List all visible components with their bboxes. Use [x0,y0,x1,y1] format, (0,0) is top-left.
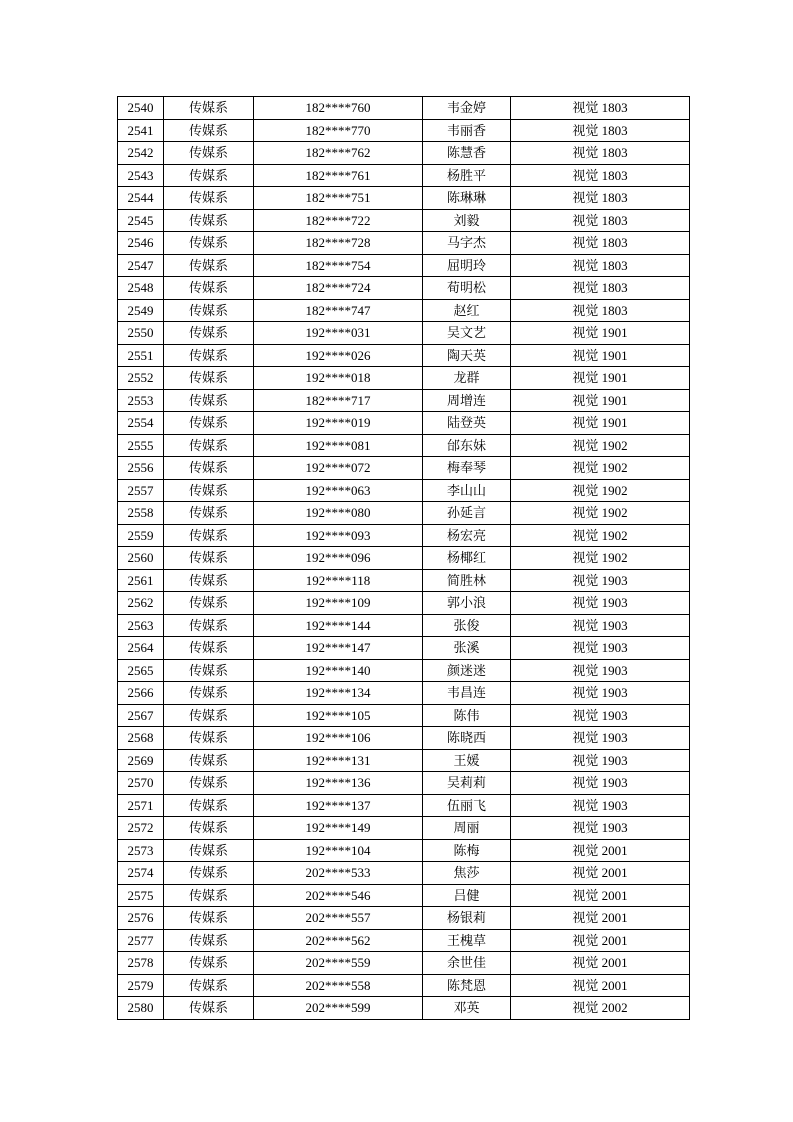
student-name-cell: 伍丽飞 [423,794,511,817]
student-id-cell: 192****026 [254,344,423,367]
student-id-cell: 182****760 [254,97,423,120]
serial-number-cell: 2575 [118,884,164,907]
class-name-cell: 视觉 1902 [511,434,690,457]
student-name-cell: 陈梵恩 [423,974,511,997]
department-cell: 传媒系 [164,727,254,750]
serial-number-cell: 2552 [118,367,164,390]
serial-number-cell: 2541 [118,119,164,142]
serial-number-cell: 2546 [118,232,164,255]
student-name-cell: 陈晓西 [423,727,511,750]
class-name-cell: 视觉 1901 [511,367,690,390]
student-id-cell: 192****118 [254,569,423,592]
student-id-cell: 192****018 [254,367,423,390]
class-name-cell: 视觉 1902 [511,502,690,525]
table-row [118,187,690,210]
student-id-cell: 192****149 [254,817,423,840]
class-name-cell: 视觉 1901 [511,389,690,412]
student-id-cell: 202****546 [254,884,423,907]
serial-number-cell: 2544 [118,187,164,210]
department-cell: 传媒系 [164,97,254,120]
serial-number-cell: 2576 [118,907,164,930]
class-name-cell: 视觉 1902 [511,479,690,502]
student-name-cell: 陈慧香 [423,142,511,165]
student-id-cell: 202****559 [254,952,423,975]
student-table-container [117,96,689,1020]
department-cell: 传媒系 [164,142,254,165]
class-name-cell: 视觉 1803 [511,142,690,165]
student-id-cell: 192****106 [254,727,423,750]
class-name-cell: 视觉 1902 [511,524,690,547]
student-id-cell: 202****557 [254,907,423,930]
student-id-cell: 182****722 [254,209,423,232]
student-name-cell: 简胜林 [423,569,511,592]
student-id-cell: 192****072 [254,457,423,480]
class-name-cell: 视觉 2001 [511,952,690,975]
student-name-cell: 龙群 [423,367,511,390]
class-name-cell: 视觉 1803 [511,187,690,210]
student-name-cell: 屈明玲 [423,254,511,277]
department-cell: 传媒系 [164,479,254,502]
department-cell: 传媒系 [164,322,254,345]
table-row [118,704,690,727]
table-row [118,637,690,660]
student-name-cell: 颜迷迷 [423,659,511,682]
student-id-cell: 182****754 [254,254,423,277]
student-id-cell: 192****105 [254,704,423,727]
serial-number-cell: 2569 [118,749,164,772]
table-row [118,749,690,772]
student-name-cell: 杨宏亮 [423,524,511,547]
serial-number-cell: 2560 [118,547,164,570]
student-name-cell: 刘毅 [423,209,511,232]
table-row [118,682,690,705]
table-row [118,389,690,412]
class-name-cell: 视觉 1803 [511,277,690,300]
class-name-cell: 视觉 1903 [511,569,690,592]
table-row [118,614,690,637]
department-cell: 传媒系 [164,367,254,390]
table-row [118,884,690,907]
serial-number-cell: 2572 [118,817,164,840]
table-row [118,592,690,615]
class-name-cell: 视觉 1902 [511,457,690,480]
department-cell: 传媒系 [164,974,254,997]
serial-number-cell: 2571 [118,794,164,817]
department-cell: 传媒系 [164,592,254,615]
department-cell: 传媒系 [164,614,254,637]
serial-number-cell: 2547 [118,254,164,277]
serial-number-cell: 2580 [118,997,164,1020]
class-name-cell: 视觉 2002 [511,997,690,1020]
student-id-cell: 192****104 [254,839,423,862]
student-name-cell: 陈梅 [423,839,511,862]
table-row [118,412,690,435]
student-id-cell: 192****109 [254,592,423,615]
table-row [118,479,690,502]
serial-number-cell: 2577 [118,929,164,952]
class-name-cell: 视觉 1903 [511,817,690,840]
department-cell: 传媒系 [164,637,254,660]
student-id-cell: 182****770 [254,119,423,142]
table-row [118,997,690,1020]
serial-number-cell: 2563 [118,614,164,637]
student-id-cell: 192****080 [254,502,423,525]
serial-number-cell: 2545 [118,209,164,232]
department-cell: 传媒系 [164,569,254,592]
department-cell: 传媒系 [164,299,254,322]
student-id-cell: 192****144 [254,614,423,637]
table-row [118,277,690,300]
table-row [118,817,690,840]
serial-number-cell: 2554 [118,412,164,435]
student-id-cell: 192****131 [254,749,423,772]
department-cell: 传媒系 [164,929,254,952]
student-name-cell: 马字杰 [423,232,511,255]
table-row [118,119,690,142]
serial-number-cell: 2573 [118,839,164,862]
student-id-cell: 202****533 [254,862,423,885]
serial-number-cell: 2542 [118,142,164,165]
serial-number-cell: 2556 [118,457,164,480]
department-cell: 传媒系 [164,547,254,570]
student-name-cell: 张俊 [423,614,511,637]
table-row [118,952,690,975]
table-row [118,929,690,952]
table-row [118,232,690,255]
department-cell: 传媒系 [164,839,254,862]
student-id-cell: 202****558 [254,974,423,997]
department-cell: 传媒系 [164,164,254,187]
class-name-cell: 视觉 1803 [511,254,690,277]
student-id-cell: 182****761 [254,164,423,187]
class-name-cell: 视觉 1903 [511,682,690,705]
class-name-cell: 视觉 2001 [511,974,690,997]
class-name-cell: 视觉 1903 [511,794,690,817]
table-row [118,727,690,750]
class-name-cell: 视觉 1803 [511,97,690,120]
serial-number-cell: 2565 [118,659,164,682]
serial-number-cell: 2567 [118,704,164,727]
department-cell: 传媒系 [164,457,254,480]
table-row [118,659,690,682]
student-name-cell: 邰东妹 [423,434,511,457]
student-name-cell: 张溪 [423,637,511,660]
student-name-cell: 吕健 [423,884,511,907]
student-name-cell: 余世佳 [423,952,511,975]
department-cell: 传媒系 [164,862,254,885]
serial-number-cell: 2543 [118,164,164,187]
table-row [118,772,690,795]
department-cell: 传媒系 [164,232,254,255]
table-row [118,862,690,885]
class-name-cell: 视觉 1803 [511,299,690,322]
class-name-cell: 视觉 2001 [511,839,690,862]
department-cell: 传媒系 [164,344,254,367]
student-id-cell: 192****031 [254,322,423,345]
student-name-cell: 吴莉莉 [423,772,511,795]
class-name-cell: 视觉 1903 [511,749,690,772]
student-id-cell: 192****063 [254,479,423,502]
student-id-cell: 182****751 [254,187,423,210]
student-id-cell: 182****762 [254,142,423,165]
student-name-cell: 王槐草 [423,929,511,952]
department-cell: 传媒系 [164,209,254,232]
class-name-cell: 视觉 1901 [511,412,690,435]
department-cell: 传媒系 [164,952,254,975]
class-name-cell: 视觉 1903 [511,637,690,660]
department-cell: 传媒系 [164,389,254,412]
table-row [118,794,690,817]
serial-number-cell: 2561 [118,569,164,592]
serial-number-cell: 2579 [118,974,164,997]
student-id-cell: 192****136 [254,772,423,795]
department-cell: 传媒系 [164,502,254,525]
student-name-cell: 吴文艺 [423,322,511,345]
class-name-cell: 视觉 1901 [511,322,690,345]
class-name-cell: 视觉 1903 [511,614,690,637]
serial-number-cell: 2549 [118,299,164,322]
student-name-cell: 孙延言 [423,502,511,525]
student-name-cell: 焦莎 [423,862,511,885]
student-id-cell: 192****096 [254,547,423,570]
student-id-cell: 202****599 [254,997,423,1020]
student-id-cell: 192****137 [254,794,423,817]
serial-number-cell: 2562 [118,592,164,615]
table-row [118,254,690,277]
student-id-cell: 192****134 [254,682,423,705]
class-name-cell: 视觉 1903 [511,659,690,682]
table-row [118,299,690,322]
table-row [118,164,690,187]
table-row [118,344,690,367]
student-name-cell: 李山山 [423,479,511,502]
table-row [118,457,690,480]
class-name-cell: 视觉 1903 [511,592,690,615]
serial-number-cell: 2568 [118,727,164,750]
student-name-cell: 韦丽香 [423,119,511,142]
department-cell: 传媒系 [164,524,254,547]
table-row [118,907,690,930]
serial-number-cell: 2551 [118,344,164,367]
department-cell: 传媒系 [164,907,254,930]
department-cell: 传媒系 [164,884,254,907]
department-cell: 传媒系 [164,997,254,1020]
student-name-cell: 杨胜平 [423,164,511,187]
student-id-cell: 182****724 [254,277,423,300]
serial-number-cell: 2553 [118,389,164,412]
student-name-cell: 周丽 [423,817,511,840]
student-name-cell: 韦昌连 [423,682,511,705]
table-row [118,974,690,997]
serial-number-cell: 2566 [118,682,164,705]
student-id-cell: 202****562 [254,929,423,952]
serial-number-cell: 2540 [118,97,164,120]
table-row [118,502,690,525]
student-name-cell: 郭小浪 [423,592,511,615]
class-name-cell: 视觉 1803 [511,232,690,255]
department-cell: 传媒系 [164,254,254,277]
table-row [118,569,690,592]
serial-number-cell: 2578 [118,952,164,975]
class-name-cell: 视觉 2001 [511,907,690,930]
class-name-cell: 视觉 1803 [511,209,690,232]
student-id-cell: 192****093 [254,524,423,547]
student-id-cell: 192****019 [254,412,423,435]
department-cell: 传媒系 [164,817,254,840]
department-cell: 传媒系 [164,772,254,795]
student-name-cell: 韦金婷 [423,97,511,120]
department-cell: 传媒系 [164,412,254,435]
department-cell: 传媒系 [164,187,254,210]
student-id-cell: 192****081 [254,434,423,457]
class-name-cell: 视觉 1903 [511,704,690,727]
serial-number-cell: 2574 [118,862,164,885]
student-name-cell: 王媛 [423,749,511,772]
student-name-cell: 陆登英 [423,412,511,435]
student-name-cell: 周增连 [423,389,511,412]
serial-number-cell: 2555 [118,434,164,457]
department-cell: 传媒系 [164,749,254,772]
student-name-cell: 杨椰红 [423,547,511,570]
class-name-cell: 视觉 1803 [511,164,690,187]
student-name-cell: 邓英 [423,997,511,1020]
table-row [118,209,690,232]
student-name-cell: 荀明松 [423,277,511,300]
serial-number-cell: 2558 [118,502,164,525]
serial-number-cell: 2548 [118,277,164,300]
student-name-cell: 杨银莉 [423,907,511,930]
student-name-cell: 梅奉琴 [423,457,511,480]
class-name-cell: 视觉 1903 [511,727,690,750]
class-name-cell: 视觉 1902 [511,547,690,570]
serial-number-cell: 2557 [118,479,164,502]
student-table-body [118,97,690,1020]
class-name-cell: 视觉 1803 [511,119,690,142]
serial-number-cell: 2564 [118,637,164,660]
student-id-cell: 182****717 [254,389,423,412]
table-row [118,142,690,165]
table-row [118,367,690,390]
serial-number-cell: 2559 [118,524,164,547]
student-table [117,96,690,1020]
department-cell: 传媒系 [164,659,254,682]
student-name-cell: 陈琳琳 [423,187,511,210]
table-row [118,524,690,547]
student-name-cell: 陈伟 [423,704,511,727]
student-name-cell: 赵红 [423,299,511,322]
class-name-cell: 视觉 2001 [511,862,690,885]
serial-number-cell: 2550 [118,322,164,345]
class-name-cell: 视觉 1901 [511,344,690,367]
table-row [118,97,690,120]
table-row [118,839,690,862]
table-row [118,434,690,457]
department-cell: 传媒系 [164,682,254,705]
department-cell: 传媒系 [164,704,254,727]
student-name-cell: 陶天英 [423,344,511,367]
class-name-cell: 视觉 2001 [511,929,690,952]
department-cell: 传媒系 [164,277,254,300]
student-id-cell: 182****747 [254,299,423,322]
department-cell: 传媒系 [164,434,254,457]
table-row [118,547,690,570]
table-row [118,322,690,345]
department-cell: 传媒系 [164,794,254,817]
department-cell: 传媒系 [164,119,254,142]
serial-number-cell: 2570 [118,772,164,795]
class-name-cell: 视觉 2001 [511,884,690,907]
student-id-cell: 192****147 [254,637,423,660]
class-name-cell: 视觉 1903 [511,772,690,795]
student-id-cell: 192****140 [254,659,423,682]
student-id-cell: 182****728 [254,232,423,255]
